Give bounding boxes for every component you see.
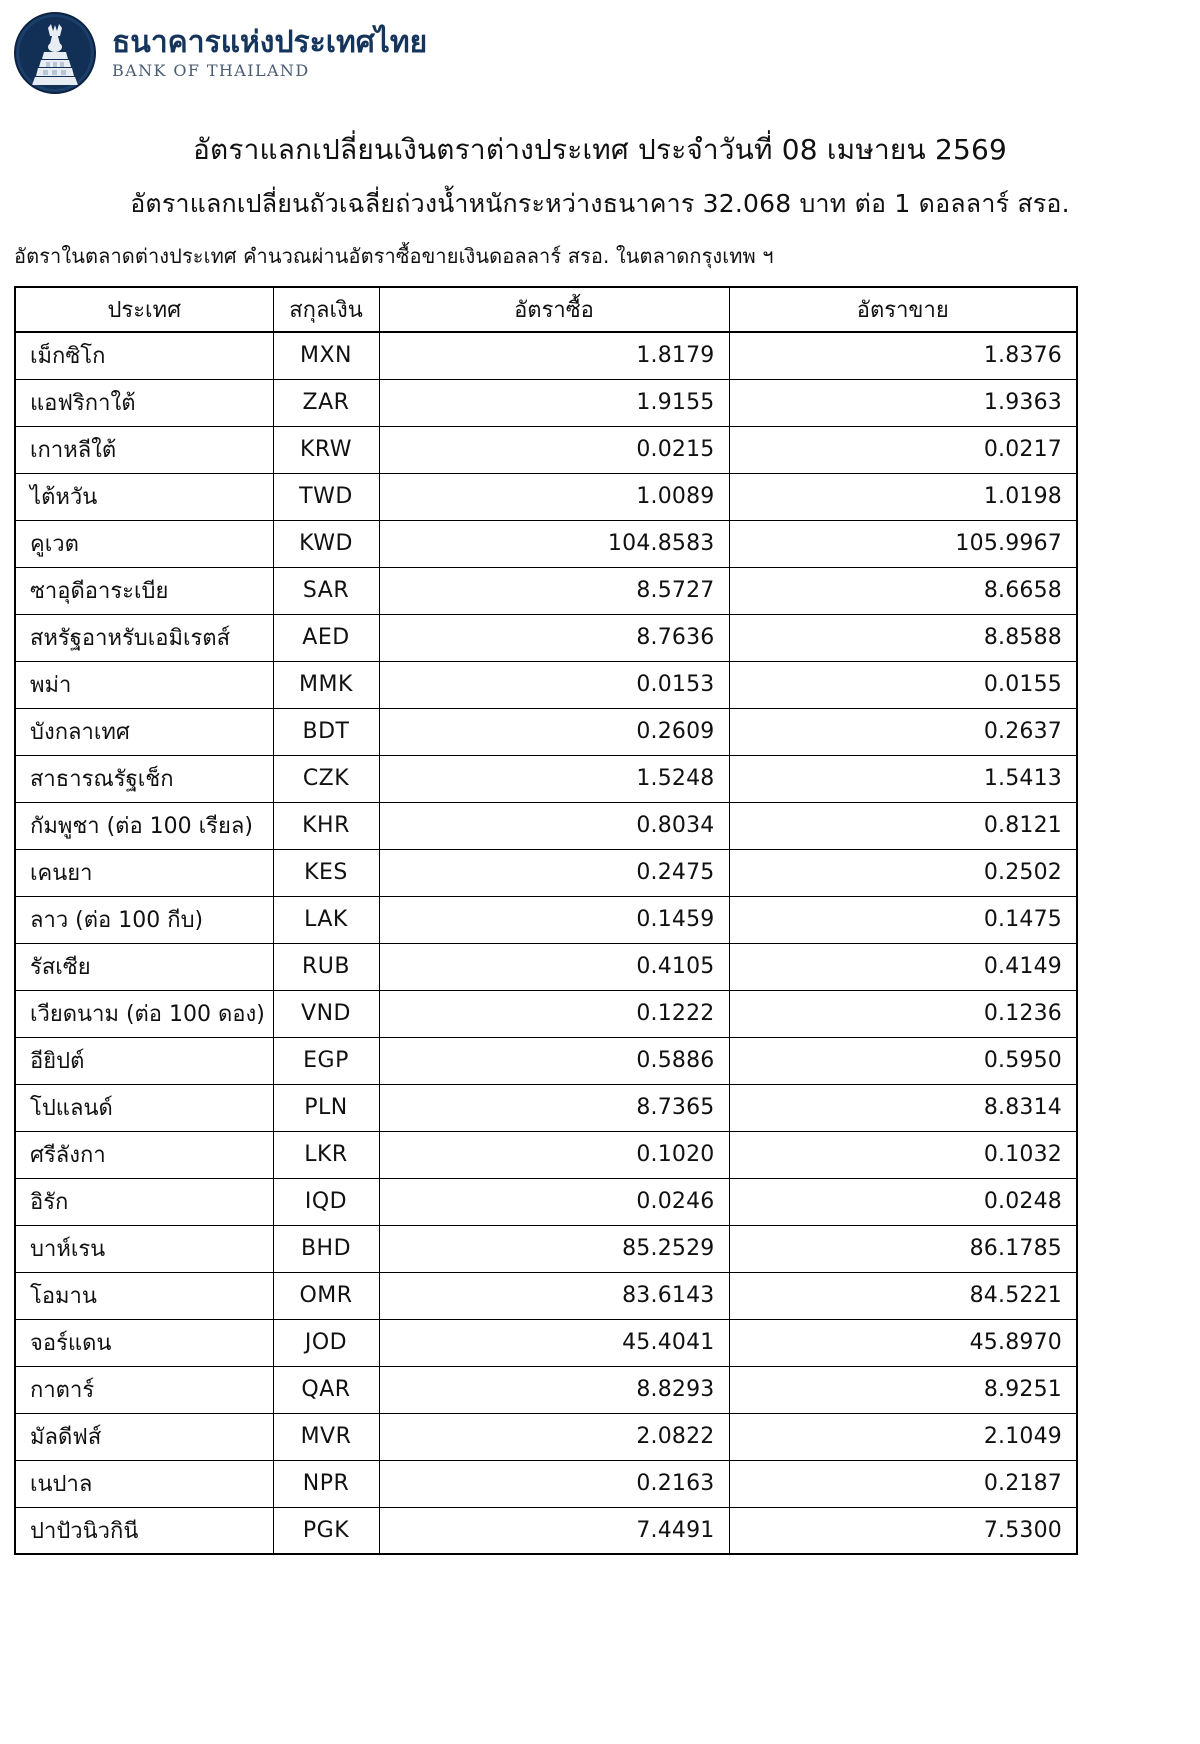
cell-currency-code: ZAR	[273, 379, 379, 426]
cell-currency-code: KWD	[273, 520, 379, 567]
cell-selling-rate: 7.5300	[729, 1507, 1077, 1554]
cell-currency-code: RUB	[273, 943, 379, 990]
cell-buying-rate: 8.8293	[379, 1366, 729, 1413]
cell-currency-code: VND	[273, 990, 379, 1037]
cell-buying-rate: 104.8583	[379, 520, 729, 567]
cell-buying-rate: 8.5727	[379, 567, 729, 614]
cell-currency-code: KHR	[273, 802, 379, 849]
page-subtitle: อัตราแลกเปลี่ยนถัวเฉลี่ยถ่วงน้ำหนักระหว่างธนาคาร 32.068 บาท ต่อ 1 ดอลลาร์ สรอ.	[130, 189, 1070, 218]
cell-buying-rate: 0.1020	[379, 1131, 729, 1178]
cell-buying-rate: 0.2163	[379, 1460, 729, 1507]
cell-country: กัมพูชา (ต่อ 100 เรียล)	[15, 802, 273, 849]
cell-buying-rate: 2.0822	[379, 1413, 729, 1460]
cell-buying-rate: 83.6143	[379, 1272, 729, 1319]
table-row	[15, 567, 1077, 614]
table-body	[15, 332, 1077, 1554]
cell-currency-code: JOD	[273, 1319, 379, 1366]
rate-source-note: อัตราในตลาดต่างประเทศ คำนวณผ่านอัตราซื้อขายเงินดอลลาร์ สรอ. ในตลาดกรุงเทพ ฯ	[14, 244, 774, 268]
cell-currency-code: SAR	[273, 567, 379, 614]
cell-buying-rate: 0.5886	[379, 1037, 729, 1084]
table-row	[15, 520, 1077, 567]
cell-currency-code: BHD	[273, 1225, 379, 1272]
cell-selling-rate: 8.9251	[729, 1366, 1077, 1413]
cell-currency-code: NPR	[273, 1460, 379, 1507]
table-row	[15, 332, 1077, 379]
cell-currency-code: LKR	[273, 1131, 379, 1178]
cell-country: บาห์เรน	[15, 1225, 273, 1272]
cell-currency-code: QAR	[273, 1366, 379, 1413]
cell-country: รัสเซีย	[15, 943, 273, 990]
page-title: อัตราแลกเปลี่ยนเงินตราต่างประเทศ ประจำวันที่ 08 เมษายน 2569	[192, 133, 1008, 166]
table-row	[15, 1507, 1077, 1554]
cell-selling-rate: 0.2502	[729, 849, 1077, 896]
cell-country: มัลดีฟส์	[15, 1413, 273, 1460]
table-row	[15, 943, 1077, 990]
cell-country: อียิปต์	[15, 1037, 273, 1084]
cell-selling-rate: 0.1032	[729, 1131, 1077, 1178]
cell-selling-rate: 8.8588	[729, 614, 1077, 661]
cell-currency-code: MXN	[273, 332, 379, 379]
cell-country: คูเวต	[15, 520, 273, 567]
cell-currency-code: EGP	[273, 1037, 379, 1084]
cell-selling-rate: 1.0198	[729, 473, 1077, 520]
table-row	[15, 1319, 1077, 1366]
cell-selling-rate: 0.0217	[729, 426, 1077, 473]
cell-selling-rate: 0.2637	[729, 708, 1077, 755]
cell-buying-rate: 8.7365	[379, 1084, 729, 1131]
table-row	[15, 1131, 1077, 1178]
cell-buying-rate: 0.0215	[379, 426, 729, 473]
cell-selling-rate: 0.5950	[729, 1037, 1077, 1084]
cell-currency-code: LAK	[273, 896, 379, 943]
brand-name-thai: ธนาคารแห่งประเทศไทย	[112, 24, 428, 60]
table-row	[15, 802, 1077, 849]
cell-selling-rate: 105.9967	[729, 520, 1077, 567]
table-row	[15, 896, 1077, 943]
cell-selling-rate: 0.8121	[729, 802, 1077, 849]
table-row	[15, 849, 1077, 896]
cell-currency-code: TWD	[273, 473, 379, 520]
masthead	[0, 0, 1200, 100]
table-row	[15, 614, 1077, 661]
cell-buying-rate: 1.9155	[379, 379, 729, 426]
cell-currency-code: MVR	[273, 1413, 379, 1460]
cell-selling-rate: 0.0248	[729, 1178, 1077, 1225]
cell-currency-code: PLN	[273, 1084, 379, 1131]
cell-selling-rate: 0.4149	[729, 943, 1077, 990]
cell-selling-rate: 1.5413	[729, 755, 1077, 802]
table-row	[15, 1178, 1077, 1225]
cell-buying-rate: 0.8034	[379, 802, 729, 849]
cell-selling-rate: 0.2187	[729, 1460, 1077, 1507]
cell-country: ซาอุดีอาระเบีย	[15, 567, 273, 614]
table-row	[15, 473, 1077, 520]
table-row	[15, 379, 1077, 426]
cell-country: สาธารณรัฐเช็ก	[15, 755, 273, 802]
column-header-currency: สกุลเงิน	[273, 287, 379, 332]
cell-buying-rate: 1.0089	[379, 473, 729, 520]
cell-country: กาตาร์	[15, 1366, 273, 1413]
cell-country: อิรัก	[15, 1178, 273, 1225]
rates-table-container	[14, 286, 1186, 1555]
cell-selling-rate: 8.6658	[729, 567, 1077, 614]
column-header-buying-rate: อัตราซื้อ	[379, 287, 729, 332]
table-row	[15, 1272, 1077, 1319]
column-header-selling-rate: อัตราขาย	[729, 287, 1077, 332]
exchange-rates-table	[14, 286, 1078, 1555]
cell-country: เกาหลีใต้	[15, 426, 273, 473]
cell-currency-code: OMR	[273, 1272, 379, 1319]
cell-selling-rate: 0.1475	[729, 896, 1077, 943]
cell-buying-rate: 0.1222	[379, 990, 729, 1037]
cell-currency-code: PGK	[273, 1507, 379, 1554]
cell-selling-rate: 8.8314	[729, 1084, 1077, 1131]
cell-country: เคนยา	[15, 849, 273, 896]
cell-buying-rate: 7.4491	[379, 1507, 729, 1554]
cell-country: จอร์แดน	[15, 1319, 273, 1366]
table-row	[15, 1366, 1077, 1413]
cell-currency-code: MMK	[273, 661, 379, 708]
table-row	[15, 990, 1077, 1037]
table-row	[15, 1084, 1077, 1131]
cell-country: ลาว (ต่อ 100 กีบ)	[15, 896, 273, 943]
table-header-row	[15, 287, 1077, 332]
cell-selling-rate: 1.8376	[729, 332, 1077, 379]
cell-country: เม็กซิโก	[15, 332, 273, 379]
table-row	[15, 1225, 1077, 1272]
cell-selling-rate: 84.5221	[729, 1272, 1077, 1319]
cell-currency-code: BDT	[273, 708, 379, 755]
cell-currency-code: AED	[273, 614, 379, 661]
cell-country: สหรัฐอาหรับเอมิเรตส์	[15, 614, 273, 661]
table-row	[15, 755, 1077, 802]
cell-country: โปแลนด์	[15, 1084, 273, 1131]
cell-buying-rate: 0.4105	[379, 943, 729, 990]
cell-selling-rate: 1.9363	[729, 379, 1077, 426]
cell-country: เวียดนาม (ต่อ 100 ดอง)	[15, 990, 273, 1037]
cell-buying-rate: 85.2529	[379, 1225, 729, 1272]
table-row	[15, 708, 1077, 755]
cell-currency-code: CZK	[273, 755, 379, 802]
cell-buying-rate: 0.0246	[379, 1178, 729, 1225]
table-row	[15, 1460, 1077, 1507]
cell-selling-rate: 45.8970	[729, 1319, 1077, 1366]
cell-selling-rate: 0.1236	[729, 990, 1077, 1037]
brand-name-english: BANK OF THAILAND	[112, 60, 310, 80]
cell-currency-code: KES	[273, 849, 379, 896]
document-titles	[0, 128, 1200, 224]
cell-buying-rate: 1.5248	[379, 755, 729, 802]
table-header	[15, 287, 1077, 332]
cell-country: เนปาล	[15, 1460, 273, 1507]
cell-buying-rate: 45.4041	[379, 1319, 729, 1366]
brand-block	[112, 24, 428, 80]
cell-country: บังกลาเทศ	[15, 708, 273, 755]
cell-buying-rate: 0.0153	[379, 661, 729, 708]
cell-country: ปาปัวนิวกินี	[15, 1507, 273, 1554]
table-row	[15, 1413, 1077, 1460]
cell-buying-rate: 0.1459	[379, 896, 729, 943]
cell-country: พม่า	[15, 661, 273, 708]
cell-country: โอมาน	[15, 1272, 273, 1319]
cell-buying-rate: 0.2609	[379, 708, 729, 755]
cell-buying-rate: 1.8179	[379, 332, 729, 379]
cell-selling-rate: 2.1049	[729, 1413, 1077, 1460]
table-row	[15, 1037, 1077, 1084]
cell-currency-code: KRW	[273, 426, 379, 473]
cell-country: ศรีลังกา	[15, 1131, 273, 1178]
cell-buying-rate: 0.2475	[379, 849, 729, 896]
cell-selling-rate: 0.0155	[729, 661, 1077, 708]
table-row	[15, 661, 1077, 708]
table-row	[15, 426, 1077, 473]
cell-buying-rate: 8.7636	[379, 614, 729, 661]
bank-of-thailand-seal-icon	[14, 12, 96, 94]
cell-selling-rate: 86.1785	[729, 1225, 1077, 1272]
cell-currency-code: IQD	[273, 1178, 379, 1225]
column-header-country: ประเทศ	[15, 287, 273, 332]
cell-country: ไต้หวัน	[15, 473, 273, 520]
cell-country: แอฟริกาใต้	[15, 379, 273, 426]
